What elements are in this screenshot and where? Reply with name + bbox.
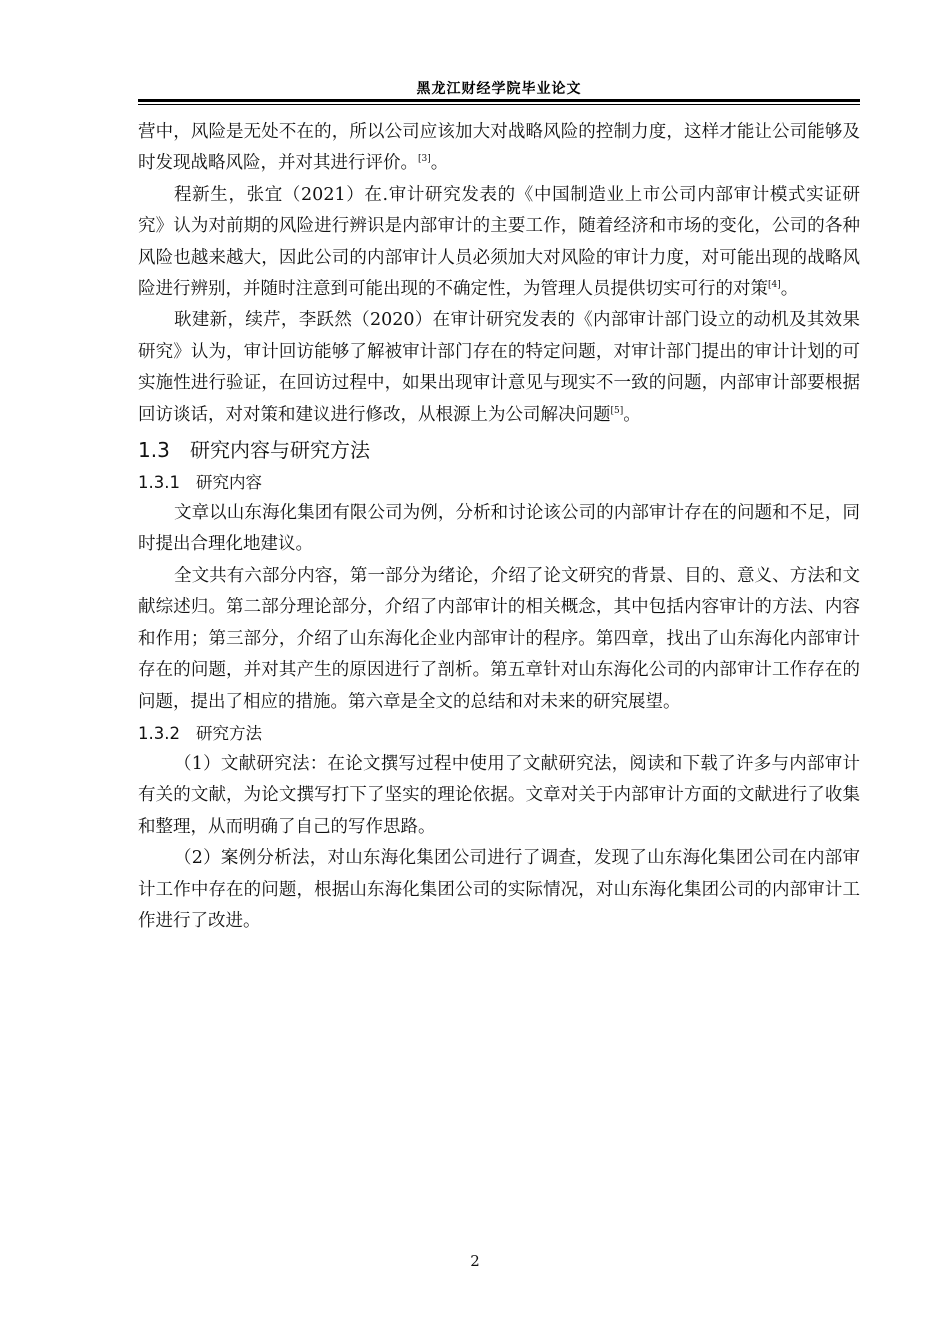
paragraph-text: 营中，风险是无处不在的，所以公司应该加大对战略风险的控制力度，这样才能让公司能够及时发现战略风险，并对其进行评价。: [138, 122, 860, 174]
subsection-number: 1.3.1: [138, 473, 180, 493]
citation-ref: [4]: [768, 280, 781, 291]
paragraph-text: 耿建新，续芹，李跃然（2020）在审计研究发表的《内部审计部门设立的动机及其效果研究》认为，审计回访能够了解被审计部门存在的特定问题，对审计部门提出的审计计划的可实施性进行验证，在回访过程中，如果出现审计意见与现实不一致的问题，内部审计部要根据回访谈话，对对策和建议进行修改，从根源上为公司解决问题: [138, 310, 860, 425]
section-number: 1.3: [138, 438, 170, 463]
paragraph-tail: 。: [430, 153, 449, 174]
page-body: [138, 117, 860, 937]
citation-ref: [5]: [610, 405, 624, 416]
subsection-number: 1.3.2: [138, 723, 180, 743]
body-paragraph: [138, 180, 860, 306]
body-paragraph: [138, 305, 860, 431]
paragraph-text: 程新生，张宜（2021）在.审计研究发表的《中国制造业上市公司内部审计模式实证研究》认为对前期的风险进行辨识是内部审计的主要工作，随着经济和市场的变化，公司的各种风险也越来越大，因此公司的内部审计人员必须加大对风险的审计力度，对可能出现的战略风险进行辨别，并随时注意到可能出现的不确定性，为管理人员提供切实可行的对策: [138, 184, 860, 300]
paragraph-tail: 。: [780, 279, 799, 300]
page-header-title: 黑龙江财经学院毕业论文: [416, 81, 582, 97]
header-rule-thin: [138, 104, 860, 105]
body-paragraph: 全文共有六部分内容，第一部分为绪论，介绍了论文研究的背景、目的、意义、方法和文献综述归。第二部分理论部分，介绍了内部审计的相关概念，其中包括内容审计的方法、内容和作用；第三部分，介绍了山东海化企业内部审计的程序。第四章，找出了山东海化内部审计存在的问题，并对其产生的原因进行了剖析。第五章针对山东海化公司的内部审计工作存在的问题，提出了相应的措施。第六章是全文的总结和对未来的研究展望。: [138, 565, 860, 712]
body-paragraph: [138, 117, 860, 180]
subsection-heading: [138, 718, 860, 749]
section-title: 研究内容与研究方法: [190, 438, 370, 463]
page-number: 2: [470, 1252, 480, 1270]
subsection-title: 研究方法: [196, 723, 262, 743]
body-paragraph: 文章以山东海化集团有限公司为例，分析和讨论该公司的内部审计存在的问题和不足，同时提出合理化地建议。: [138, 503, 860, 555]
subsection-title: 研究内容: [196, 473, 262, 493]
subsection-heading: [138, 467, 860, 498]
body-paragraph: （2）案例分析法，对山东海化集团公司进行了调查，发现了山东海化集团公司在内部审计工作中存在的问题，根据山东海化集团公司的实际情况，对山东海化集团公司的内部审计工作进行了改进。: [138, 848, 860, 931]
citation-ref: [3]: [418, 154, 431, 165]
paragraph-tail: 。: [623, 404, 641, 425]
section-heading: [138, 433, 860, 467]
body-paragraph: （1）文献研究法：在论文撰写过程中使用了文献研究法，阅读和下载了许多与内部审计有关的文献，为论文撰写打下了坚实的理论依据。文章对关于内部审计方面的文献进行了收集和整理，从而明确了自己的写作思路。: [138, 753, 860, 837]
header-rule-thick: [138, 99, 860, 102]
